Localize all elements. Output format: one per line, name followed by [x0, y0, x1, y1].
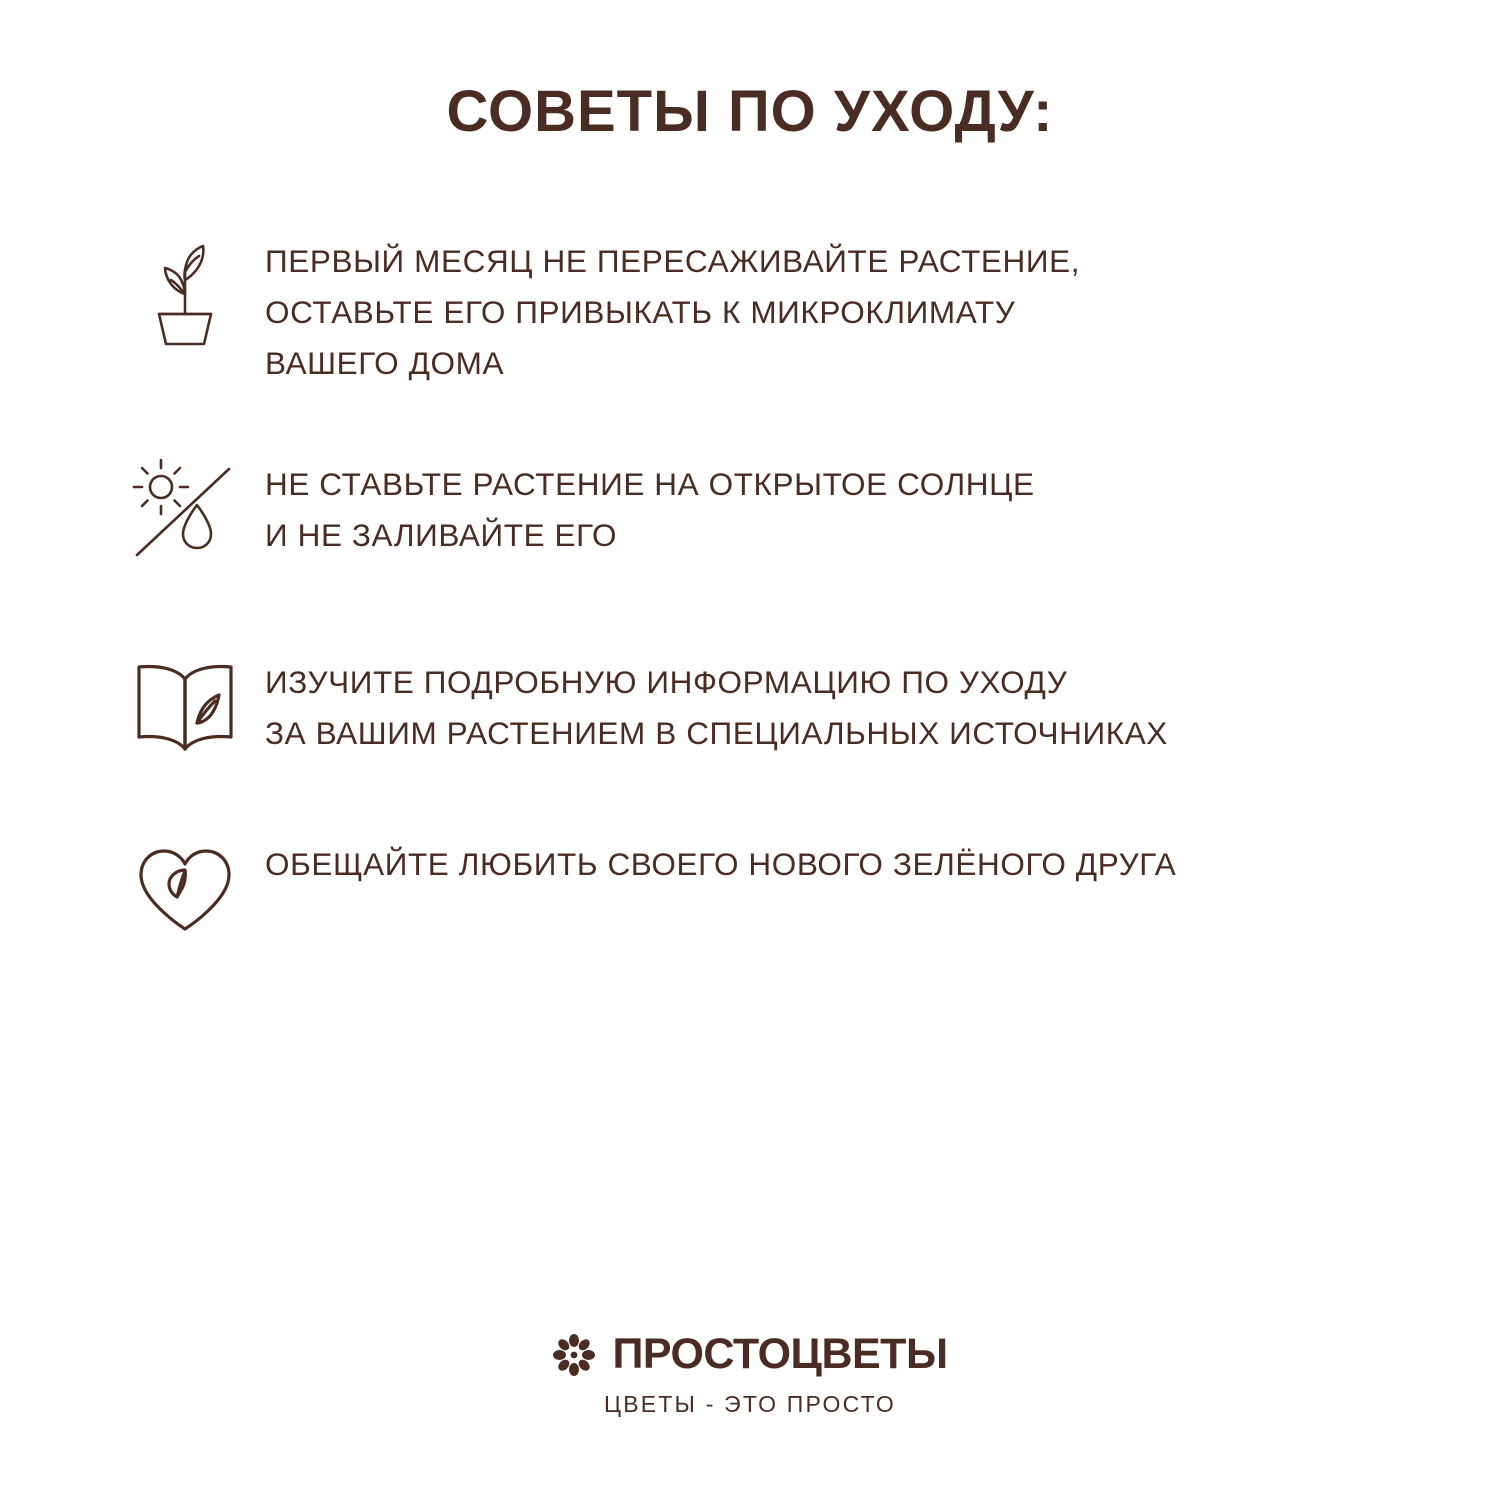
list-item-text	[265, 232, 1425, 389]
list-item	[105, 835, 1425, 955]
list-item-text	[265, 653, 1425, 759]
list-item-text	[265, 455, 1425, 561]
tips-list	[105, 232, 1425, 955]
tip-line: ЗА ВАШИМ РАСТЕНИЕМ В СПЕЦИАЛЬНЫХ ИСТОЧНИКАХ	[265, 715, 1168, 752]
tip-line: ОСТАВЬТЕ ЕГО ПРИВЫКАТЬ К МИКРОКЛИМАТУ	[265, 294, 1016, 331]
list-item	[105, 653, 1425, 773]
tip-line: НЕ СТАВЬТЕ РАСТЕНИЕ НА ОТКРЫТОЕ СОЛНЦЕ	[265, 466, 1035, 503]
brand-name: ПРОСТОЦВЕТЫ	[612, 1330, 948, 1378]
heart-leaf-icon	[105, 835, 265, 955]
list-item-text	[265, 835, 1425, 890]
tip-line: ПЕРВЫЙ МЕСЯЦ НЕ ПЕРЕСАЖИВАЙТЕ РАСТЕНИЕ,	[265, 243, 1081, 279]
tip-line: ИЗУЧИТЕ ПОДРОБНУЮ ИНФОРМАЦИЮ ПО УХОДУ	[265, 664, 1068, 701]
no-direct-sun-no-overwater-icon	[105, 455, 265, 575]
list-item	[105, 232, 1425, 389]
tip-line: И НЕ ЗАЛИВАЙТЕ ЕГО	[265, 517, 618, 554]
open-book-icon	[105, 653, 265, 773]
footer	[0, 1330, 1500, 1418]
page-title: СОВЕТЫ ПО УХОДУ:	[446, 79, 1054, 144]
potted-plant-icon	[105, 232, 265, 352]
tip-line: ВАШЕГО ДОМА	[265, 345, 505, 382]
flower-logo-icon	[552, 1333, 596, 1377]
tip-line: ОБЕЩАЙТЕ ЛЮБИТЬ СВОЕГО НОВОГО ЗЕЛЁНОГО ДРУГА	[265, 846, 1177, 883]
brand-tagline: ЦВЕТЫ - ЭТО ПРОСТО	[604, 1391, 896, 1417]
list-item	[105, 455, 1425, 575]
brand-logo	[0, 1330, 1500, 1379]
